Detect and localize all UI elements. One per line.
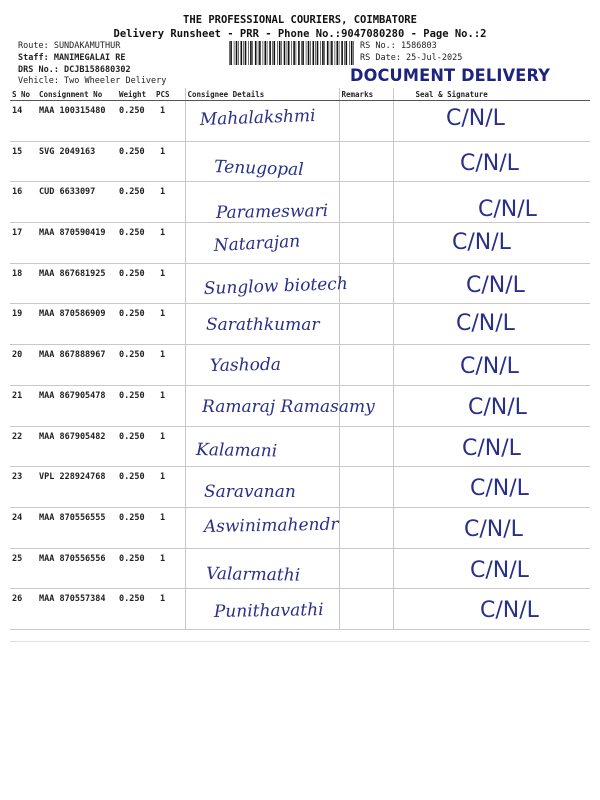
col-sno: S No	[10, 88, 37, 101]
handwritten-signature	[394, 427, 591, 467]
sno-text: 14	[12, 106, 23, 116]
handwritten-signature	[394, 182, 591, 222]
cell-signature	[393, 345, 590, 386]
cell-signature	[393, 101, 590, 142]
weight-text: 0.250	[119, 553, 145, 564]
table-bottom-border	[10, 641, 590, 642]
weight-text: 0.250	[119, 350, 145, 361]
cell-weight	[117, 141, 154, 182]
table-row	[10, 426, 590, 467]
consignment-text: MAA 100315480	[39, 106, 106, 116]
cell-sno	[10, 182, 37, 223]
weight-text: 0.250	[119, 187, 145, 198]
table-row	[10, 589, 590, 630]
pcs-text: 1	[160, 228, 166, 239]
table-row	[10, 507, 590, 548]
consignment-text: MAA 867681925	[39, 268, 106, 279]
cell-pcs	[154, 263, 185, 304]
consignee-name: Mahalakshmi	[198, 105, 316, 130]
cell-sno	[10, 548, 37, 589]
cell-weight	[117, 507, 154, 548]
sno-text: 16	[12, 187, 23, 198]
barcode-bar	[284, 41, 286, 65]
cell-consignment	[37, 426, 117, 467]
cell-sno	[10, 263, 37, 304]
signature-mark: C/N/L	[445, 106, 505, 131]
runsheet-subtitle: Delivery Runsheet - PRR - Phone No.:9047080280 - Page No.:2	[113, 28, 487, 40]
pcs-text: 1	[160, 472, 166, 483]
barcode-bar	[331, 41, 333, 65]
table-row	[10, 263, 590, 304]
cell-remarks	[339, 304, 393, 345]
cell-signature	[393, 263, 590, 304]
consignment-text: CUD 6633097	[39, 187, 96, 198]
cell-remarks	[339, 467, 393, 508]
signature-mark: C/N/L	[463, 516, 523, 542]
cell-weight	[117, 467, 154, 508]
barcode-bar	[306, 41, 307, 65]
pcs-text: 1	[160, 146, 166, 157]
cell-weight	[117, 223, 154, 264]
table-row	[10, 467, 590, 508]
cell-remarks	[339, 101, 393, 142]
cell-weight	[117, 426, 154, 467]
barcode-bar	[320, 41, 321, 65]
barcode-bar	[349, 41, 350, 65]
cell-consignment	[37, 345, 117, 386]
barcode-bar	[293, 41, 295, 65]
barcode-bar	[263, 41, 264, 65]
consignment-text: MAA 867905478	[39, 390, 106, 401]
sno-text: 19	[12, 309, 23, 320]
barcode-bar	[310, 41, 311, 65]
table-header-row	[10, 88, 590, 101]
col-consignment: Consignment No	[37, 88, 117, 101]
table-row	[10, 141, 590, 182]
cell-weight	[117, 304, 154, 345]
cell-consignee	[185, 141, 339, 182]
consignee-name: Parameswari	[215, 201, 328, 224]
barcode-bar	[269, 41, 271, 65]
barcode-bar	[296, 41, 297, 65]
cell-remarks	[339, 223, 393, 264]
weight-text: 0.250	[119, 228, 145, 239]
handwritten-signature	[394, 345, 591, 385]
cell-sno	[10, 141, 37, 182]
weight-text: 0.250	[119, 268, 145, 279]
weight-text: 0.250	[119, 390, 145, 401]
consignment-text: MAA 870556555	[39, 512, 106, 523]
consignee-name: Tenugopal	[213, 156, 304, 180]
runsheet-table	[10, 88, 590, 630]
cell-pcs	[154, 548, 185, 589]
cell-signature	[393, 426, 590, 467]
cell-signature	[393, 507, 590, 548]
handwritten-consignee	[186, 508, 340, 548]
cell-sno	[10, 101, 37, 142]
pcs-text: 1	[160, 390, 166, 401]
cell-remarks	[339, 385, 393, 426]
cell-sno	[10, 467, 37, 508]
cell-consignee	[185, 507, 339, 548]
sno-text: 24	[12, 512, 23, 523]
weight-text: 0.250	[119, 512, 145, 523]
cell-signature	[393, 304, 590, 345]
pcs-text: 1	[160, 512, 166, 523]
company-title: THE PROFESSIONAL COURIERS, COIMBATORE	[183, 14, 417, 26]
handwritten-consignee	[186, 549, 340, 589]
cell-pcs	[154, 304, 185, 345]
col-remarks: Remarks	[339, 88, 393, 101]
sno-text: 20	[12, 350, 23, 361]
handwritten-consignee	[186, 467, 340, 507]
weight-text: 0.250	[119, 309, 145, 320]
col-weight: Weight	[117, 88, 154, 101]
barcode-bar	[255, 41, 257, 65]
barcode-bar	[339, 41, 340, 65]
handwritten-signature	[394, 467, 591, 507]
table-row	[10, 101, 590, 142]
barcode-bar	[308, 41, 310, 65]
pcs-text: 1	[160, 350, 166, 361]
cell-sno	[10, 507, 37, 548]
barcode-bar	[327, 41, 329, 65]
col-seal-signature: Seal & Signature	[393, 88, 590, 101]
handwritten-consignee	[186, 386, 375, 426]
barcode-bar	[317, 41, 319, 65]
table-row	[10, 182, 590, 223]
consignee-name: Saravanan	[203, 482, 296, 503]
cell-consignee	[185, 589, 339, 630]
pcs-text: 1	[160, 268, 166, 279]
barcode-bar	[313, 41, 315, 65]
barcode-bar	[287, 41, 288, 65]
cell-consignment	[37, 467, 117, 508]
cell-weight	[117, 345, 154, 386]
barcode-bar	[238, 41, 239, 65]
signature-mark: C/N/L	[469, 476, 529, 502]
handwritten-consignee	[186, 345, 340, 385]
cell-consignee	[185, 101, 339, 142]
cell-pcs	[154, 182, 185, 223]
barcode-bar	[351, 41, 353, 65]
cell-weight	[117, 182, 154, 223]
cell-weight	[117, 101, 154, 142]
cell-pcs	[154, 426, 185, 467]
handwritten-signature	[394, 142, 591, 182]
weight-text: 0.250	[119, 594, 145, 605]
cell-remarks	[339, 548, 393, 589]
cell-pcs	[154, 223, 185, 264]
sno-text: 18	[12, 268, 23, 279]
table-row	[10, 223, 590, 264]
rs-date: RS Date: 25-Jul-2025	[360, 53, 463, 63]
cell-signature	[393, 589, 590, 630]
cell-consignment	[37, 141, 117, 182]
handwritten-signature	[394, 264, 591, 304]
cell-signature	[393, 141, 590, 182]
barcode-bar	[302, 41, 304, 65]
sno-text: 21	[12, 390, 23, 401]
cell-consignee	[185, 345, 339, 386]
cell-sno	[10, 426, 37, 467]
barcode-bar	[259, 41, 261, 65]
cell-signature	[393, 467, 590, 508]
barcode-bar	[330, 41, 331, 65]
cell-consignment	[37, 385, 117, 426]
barcode-bar	[301, 41, 302, 65]
pcs-text: 1	[160, 594, 166, 605]
barcode-bar	[291, 41, 292, 65]
document-delivery-stamp: DOCUMENT DELIVERY	[350, 66, 551, 86]
barcode-bar	[337, 41, 339, 65]
signature-mark: C/N/L	[455, 311, 515, 337]
cell-pcs	[154, 467, 185, 508]
barcode-bar	[341, 41, 343, 65]
cell-consignment	[37, 304, 117, 345]
cell-consignment	[37, 548, 117, 589]
barcode-bar	[241, 41, 243, 65]
consignment-text: MAA 870586909	[39, 309, 106, 320]
barcode-bar	[252, 41, 253, 65]
barcode-bar	[315, 41, 316, 65]
vehicle-text: Vehicle: Two Wheeler Delivery	[18, 76, 167, 86]
handwritten-signature	[394, 549, 591, 589]
cell-pcs	[154, 345, 185, 386]
barcode-bar	[335, 41, 336, 65]
consignment-text: MAA 867905482	[39, 431, 106, 442]
cell-remarks	[339, 141, 393, 182]
cell-remarks	[339, 507, 393, 548]
signature-mark: C/N/L	[477, 197, 537, 223]
consignment-text: MAA 870556556	[39, 553, 106, 564]
barcode-bar	[279, 41, 281, 65]
sno-text: 25	[12, 553, 23, 564]
barcode-bar	[234, 41, 235, 65]
cell-sno	[10, 223, 37, 264]
cell-consignee	[185, 263, 348, 304]
handwritten-signature	[394, 101, 591, 141]
barcode-bar	[288, 41, 290, 65]
barcode-bar	[245, 41, 247, 65]
cell-consignee	[185, 426, 339, 467]
signature-mark: C/N/L	[461, 435, 521, 461]
barcode-bar	[243, 41, 244, 65]
sno-text: 22	[12, 431, 23, 442]
pcs-text: 1	[160, 431, 166, 442]
barcode-bar	[230, 41, 232, 65]
consignee-name: Valarmathi	[205, 563, 300, 586]
handwritten-consignee	[186, 264, 348, 304]
handwritten-consignee	[186, 142, 340, 182]
cell-signature	[393, 223, 590, 264]
consignee-name: Sunglow biotech	[202, 273, 348, 299]
cell-remarks	[339, 426, 393, 467]
table-row	[10, 385, 590, 426]
cell-consignee	[185, 385, 375, 426]
cell-consignee	[185, 304, 339, 345]
handwritten-consignee	[186, 101, 340, 141]
barcode-bar	[353, 41, 354, 65]
barcode-bar	[322, 41, 324, 65]
consignment-text: MAA 870557384	[39, 594, 106, 605]
rs-number: RS No.: 1586803	[360, 41, 437, 51]
barcode-bar	[298, 41, 300, 65]
handwritten-consignee	[186, 427, 340, 467]
cell-signature	[393, 182, 590, 223]
handwritten-signature	[394, 386, 591, 426]
table-row	[10, 345, 590, 386]
cell-remarks	[339, 589, 393, 630]
consignee-name: Aswinimahendr	[203, 514, 339, 537]
barcode-bar	[281, 41, 282, 65]
barcode-bar	[346, 41, 348, 65]
handwritten-consignee	[186, 304, 340, 344]
cell-weight	[117, 589, 154, 630]
cell-consignment	[37, 507, 117, 548]
table-row	[10, 548, 590, 589]
col-pcs: PCS	[154, 88, 185, 101]
weight-text: 0.250	[119, 472, 145, 483]
pcs-text: 1	[160, 309, 166, 320]
weight-text: 0.250	[119, 146, 145, 157]
consignee-name: Kalamani	[195, 439, 277, 461]
barcode-bar	[324, 41, 325, 65]
barcode-bar	[274, 41, 276, 65]
cell-sno	[10, 345, 37, 386]
barcode-bar	[277, 41, 278, 65]
cell-signature	[393, 548, 590, 589]
handwritten-consignee	[186, 182, 340, 222]
cell-weight	[117, 385, 154, 426]
cell-pcs	[154, 101, 185, 142]
signature-mark: C/N/L	[469, 557, 529, 583]
cell-sno	[10, 304, 37, 345]
handwritten-consignee	[186, 589, 340, 629]
cell-signature	[393, 385, 590, 426]
signature-mark: C/N/L	[479, 598, 539, 624]
sno-text: 17	[12, 228, 23, 239]
handwritten-signature	[394, 508, 591, 548]
cell-consignee	[185, 182, 339, 223]
pcs-text: 1	[160, 187, 166, 198]
cell-pcs	[154, 507, 185, 548]
cell-remarks	[339, 345, 393, 386]
pcs-text: 1	[160, 553, 166, 564]
barcode-bar	[265, 41, 267, 65]
barcode-bar	[344, 41, 345, 65]
cell-consignment	[37, 223, 117, 264]
cell-pcs	[154, 141, 185, 182]
table-row	[10, 304, 590, 345]
pcs-text: 1	[160, 106, 166, 116]
cell-remarks	[339, 182, 393, 223]
cell-consignment	[37, 182, 117, 223]
sno-text: 23	[12, 472, 23, 483]
cell-consignee	[185, 548, 339, 589]
col-consignee: Consignee Details	[185, 88, 339, 101]
cell-pcs	[154, 385, 185, 426]
signature-mark: C/N/L	[459, 354, 519, 380]
cell-sno	[10, 589, 37, 630]
barcode-bar	[236, 41, 238, 65]
consignee-name: Sarathkumar	[205, 315, 319, 336]
cell-consignment	[37, 101, 117, 142]
cell-weight	[117, 548, 154, 589]
handwritten-signature	[394, 589, 591, 629]
consignment-text: SVG 2049163	[39, 146, 96, 157]
barcode-image	[229, 41, 357, 65]
consignee-name: Yashoda	[209, 354, 281, 377]
cell-consignment	[37, 589, 117, 630]
staff-text: Staff: MANIMEGALAI RE	[18, 53, 126, 63]
signature-mark: C/N/L	[459, 150, 519, 176]
sno-text: 15	[12, 146, 23, 157]
barcode-bar	[267, 41, 268, 65]
consignment-text: MAA 867888967	[39, 350, 106, 361]
drs-text: DRS No.: DCJB158680302	[18, 65, 131, 75]
barcode-bar	[250, 41, 252, 65]
weight-text: 0.250	[119, 106, 145, 116]
consignee-name: Natarajan	[212, 231, 301, 257]
barcode-bar	[248, 41, 249, 65]
cell-consignment	[37, 263, 117, 304]
barcode-bar	[272, 41, 273, 65]
signature-mark: C/N/L	[465, 272, 525, 298]
cell-consignee	[185, 467, 339, 508]
cell-pcs	[154, 589, 185, 630]
consignee-name: Punithavathi	[213, 600, 324, 623]
weight-text: 0.250	[119, 431, 145, 442]
sno-text: 26	[12, 594, 23, 605]
consignee-name: Ramaraj Ramasamy	[201, 396, 375, 417]
cell-remarks	[339, 263, 393, 304]
handwritten-signature	[394, 223, 591, 263]
handwritten-signature	[394, 304, 591, 344]
handwritten-consignee	[186, 223, 340, 263]
barcode-bar	[229, 41, 230, 65]
signature-mark: C/N/L	[451, 230, 511, 256]
route-text: Route: SUNDAKAMUTHUR	[18, 41, 121, 51]
barcode-bar	[258, 41, 259, 65]
cell-consignee	[185, 223, 339, 264]
signature-mark: C/N/L	[467, 394, 527, 420]
consignment-text: VPL 228924768	[39, 472, 106, 483]
cell-sno	[10, 385, 37, 426]
consignment-text: MAA 870590419	[39, 228, 106, 239]
cell-weight	[117, 263, 154, 304]
